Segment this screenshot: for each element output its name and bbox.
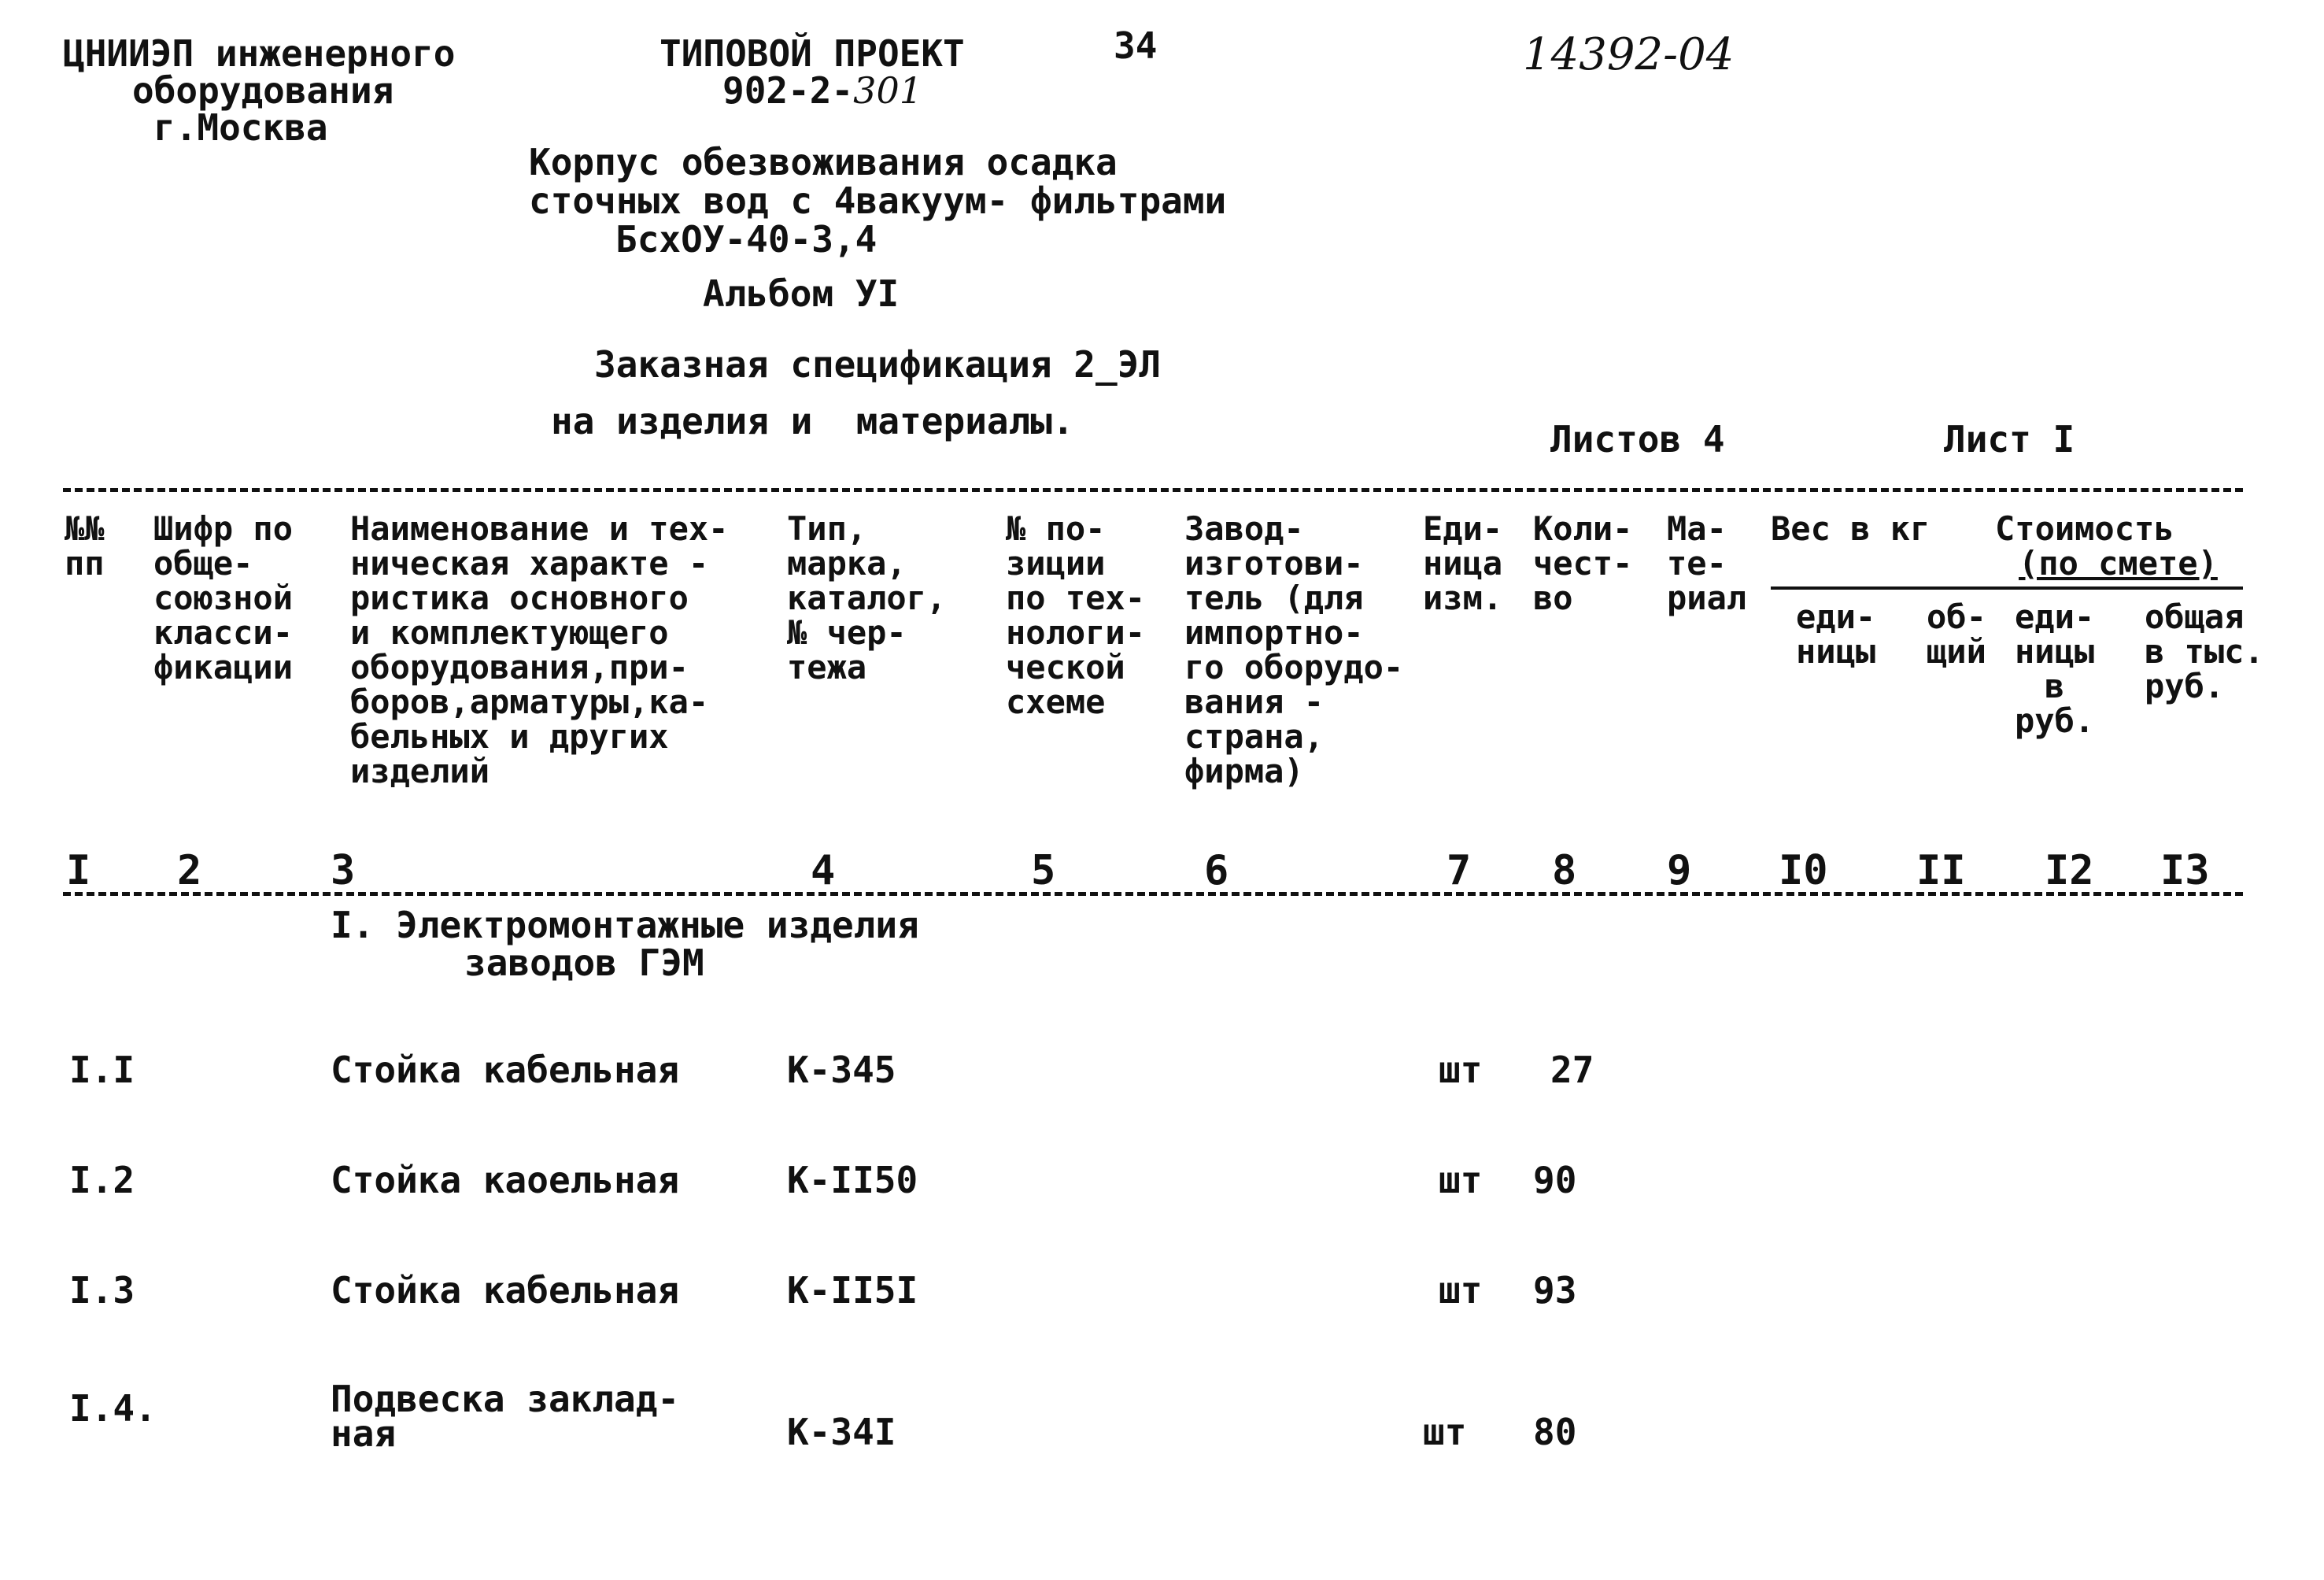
colnum-9: 9 [1667, 847, 1692, 894]
colnum-10: I0 [1779, 847, 1828, 894]
project-number-handwritten: 301 [853, 69, 922, 112]
sheet-current: Лист I [1944, 418, 2075, 461]
hdr-col-3: Наименование и тех- ническая характе - ристика основного и комплектующего оборудования,при- боров,арматуры,ка- бельных и других изделий [350, 509, 729, 790]
hdr-col-11: об- щий [1927, 598, 1986, 671]
spec-title-2: на изделия и материалы. [551, 400, 1074, 442]
hdr-col-9: Ма- те- риал [1667, 509, 1747, 617]
hdr-col-13: общая в тыс. руб. [2145, 598, 2264, 705]
project-number [722, 69, 922, 112]
colnum-5: 5 [1031, 847, 1056, 894]
spec-title-1: Заказная спецификация 2_ЭЛ [594, 343, 1162, 386]
hdr-col-6: Завод- изготови- тель (для импортно- го оборудо- вания - страна, фирма) [1184, 509, 1404, 790]
section-title-2: заводов ГЭМ [464, 942, 704, 984]
header-group-rule [1771, 586, 2243, 590]
row-mark: К-345 [787, 1049, 896, 1091]
row-name: Стойка кабельная [331, 1049, 680, 1091]
sheets-total: Листов 4 [1550, 418, 1725, 461]
archive-number: 14392-04 [1523, 29, 1735, 80]
org-line-3: г.Москва [153, 106, 328, 149]
org-line-1: ЦНИИЭП инженерного [63, 32, 456, 75]
hdr-col-1: №№ пп [65, 509, 105, 583]
section-title-1: I. Электромонтажные изделия [331, 904, 919, 946]
row-unit: шт [1439, 1269, 1483, 1312]
colnum-2: 2 [177, 847, 202, 894]
row-qty: 93 [1533, 1269, 1577, 1312]
row-qty: 27 [1550, 1049, 1594, 1091]
row-number: I.2 [69, 1159, 135, 1201]
colnum-1: I [66, 847, 91, 894]
hdr-cost: Стоимость (по смете) [1995, 509, 2218, 583]
colnum-3: 3 [331, 847, 356, 894]
row-unit: шт [1423, 1411, 1467, 1453]
colnum-12: I2 [2045, 847, 2094, 894]
page-number: 34 [1114, 24, 1158, 67]
colnum-4: 4 [811, 847, 836, 894]
hdr-col-7: Еди- ница изм. [1423, 509, 1503, 617]
row-number: I.4. [69, 1387, 157, 1430]
colnum-7: 7 [1446, 847, 1472, 894]
row-unit: шт [1439, 1159, 1483, 1201]
row-mark: К-II50 [787, 1159, 918, 1201]
colnum-8: 8 [1552, 847, 1577, 894]
hdr-col-2: Шифр по обще- союзной класси- фикации [153, 509, 294, 686]
hdr-col-10: еди- ницы [1796, 598, 1876, 671]
hdr-col-4: Тип, марка, каталог, № чер- тежа [787, 509, 947, 686]
project-number-prefix: 902-2- [722, 69, 854, 112]
row-mark: К-34I [787, 1411, 896, 1453]
title-line-1: Корпус обезвоживания осадка [529, 141, 1118, 183]
row-qty: 90 [1533, 1159, 1577, 1201]
row-number: I.3 [69, 1269, 135, 1312]
hdr-col-5: № по- зиции по тех- нологи- ческой схеме [1006, 509, 1146, 721]
album: Альбом УI [703, 272, 900, 315]
hdr-weight: Вес в кг [1771, 509, 1931, 548]
row-name: Подвеска заклад- ная [331, 1378, 680, 1455]
colnum-11: II [1916, 847, 1966, 894]
hdr-col-8: Коли- чест- во [1533, 509, 1633, 617]
colnum-13: I3 [2160, 847, 2210, 894]
row-qty: 80 [1533, 1411, 1577, 1453]
row-mark: К-II5I [787, 1269, 918, 1312]
header-top-rule [63, 488, 2243, 492]
title-line-3: БсхОУ-40-3,4 [615, 218, 878, 261]
hdr-col-12: еди- ницы в руб. [2015, 598, 2095, 740]
row-name: Стойка каоельная [331, 1159, 680, 1201]
colnum-6: 6 [1204, 847, 1229, 894]
org-line-2: оборудования [132, 69, 394, 112]
title-line-2: сточных вод с 4вакуум- фильтрами [529, 179, 1227, 222]
row-name: Стойка кабельная [331, 1269, 680, 1312]
row-unit: шт [1439, 1049, 1483, 1091]
project-label: ТИПОВОЙ ПРОЕКТ [660, 32, 965, 75]
row-number: I.I [69, 1049, 135, 1091]
